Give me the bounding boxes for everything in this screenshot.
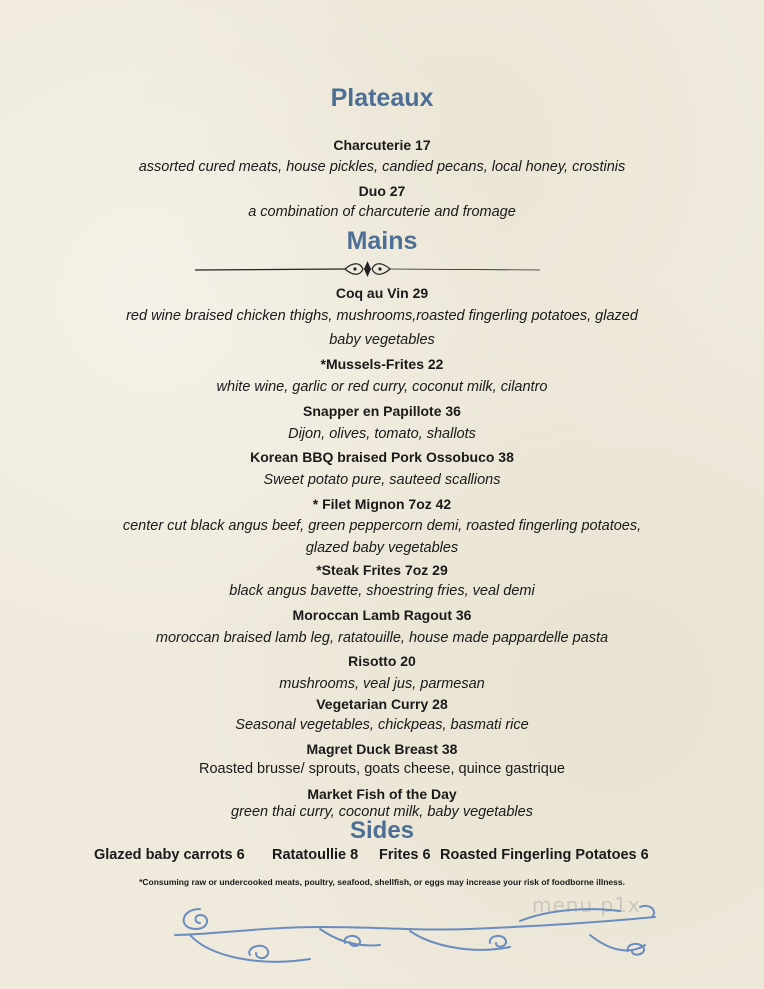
menu-item-name: *Mussels-Frites 22 (320, 356, 444, 372)
menu-item-name: Moroccan Lamb Ragout 36 (292, 607, 472, 623)
menu-item-description: red wine braised chicken thighs, mushrooms,roasted fingerling potatoes, glazed (126, 308, 638, 324)
section-title-plateaux: Plateaux (330, 84, 434, 112)
foodborne-illness-disclaimer: *Consuming raw or undercooked meats, poultry, seafood, shellfish, or eggs may increase your risk of foodborne illness. (139, 877, 625, 887)
scroll-swirl-ornament-icon (170, 895, 660, 975)
menu-item-description: center cut black angus beef, green peppercorn demi, roasted fingerling potatoes, (122, 518, 642, 534)
menu-item-description: Dijon, olives, tomato, shallots (288, 426, 476, 442)
menu-item-description: Seasonal vegetables, chickpeas, basmati rice (235, 717, 529, 733)
menu-item-description: mushrooms, veal jus, parmesan (279, 676, 485, 692)
menu-item-name: * Filet Mignon 7oz 42 (312, 496, 452, 512)
menu-item-description: Sweet potato pure, sauteed scallions (263, 472, 501, 488)
watermark: menu p1x (532, 893, 641, 917)
side-item: Roasted Fingerling Potatoes 6 (440, 847, 649, 863)
menu-item-name: Charcuterie 17 (333, 137, 431, 153)
menu-item-name: Coq au Vin 29 (335, 285, 429, 301)
menu-item-description: glazed baby vegetables (305, 540, 459, 556)
side-item: Ratatoullie 8 (272, 847, 359, 863)
fleuron-divider-icon (195, 258, 540, 280)
menu-item-description: baby vegetables (329, 332, 435, 348)
menu-item-description: moroccan braised lamb leg, ratatouille, house made pappardelle pasta (155, 630, 609, 646)
menu-item-name: Duo 27 (358, 183, 406, 199)
menu-item-description: assorted cured meats, house pickles, candied pecans, local honey, crostinis (138, 159, 626, 175)
side-item: Frites 6 (379, 847, 431, 863)
menu-item-name: Risotto 20 (348, 653, 416, 669)
menu-item-name: Snapper en Papillote 36 (303, 403, 461, 419)
section-title-sides: Sides (349, 817, 415, 844)
menu-item-description: green thai curry, coconut milk, baby vegetables (231, 804, 533, 820)
menu-item-name: Vegetarian Curry 28 (316, 696, 448, 712)
menu-item-description: a combination of charcuterie and fromage (248, 204, 516, 220)
menu-item-name: Magret Duck Breast 38 (306, 741, 458, 757)
sides-list (0, 847, 764, 867)
menu-item-name: Korean BBQ braised Pork Ossobuco 38 (250, 449, 514, 465)
side-item: Glazed baby carrots 6 (94, 847, 245, 863)
menu-item-name: Market Fish of the Day (307, 786, 457, 802)
menu-item-description: black angus bavette, shoestring fries, veal demi (229, 583, 535, 599)
menu-item-description: Roasted brusse/ sprouts, goats cheese, quince gastrique (199, 761, 565, 777)
section-title-mains: Mains (346, 227, 418, 255)
menu-item-name: *Steak Frites 7oz 29 (316, 562, 448, 578)
menu-item-description: white wine, garlic or red curry, coconut milk, cilantro (216, 379, 548, 395)
